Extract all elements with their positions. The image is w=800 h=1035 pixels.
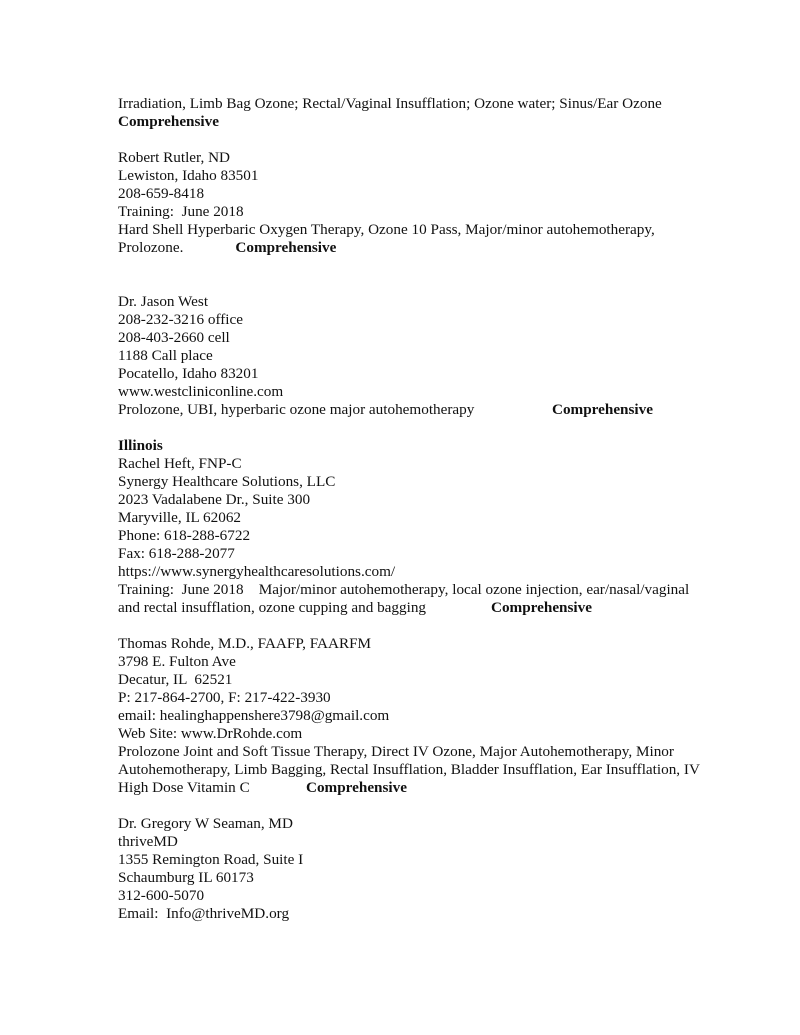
provider-street: 2023 Vadalabene Dr., Suite 300 (118, 491, 311, 508)
provider-email: Email: Info@thriveMD.org (118, 905, 290, 922)
intro-tag: Comprehensive (118, 113, 219, 130)
intro-services: Irradiation, Limb Bag Ozone; Rectal/Vaginal Insufflation; Ozone water; Sinus/Ear Ozone (118, 95, 662, 112)
provider-city: Pocatello, Idaho 83201 (118, 365, 259, 382)
provider-tag: Comprehensive (552, 401, 653, 418)
provider-services-cont: Autohemotherapy, Limb Bagging, Rectal Insufflation, Bladder Insufflation, Ear Insufflation, IV (118, 761, 700, 778)
provider-services: Hard Shell Hyperbaric Oxygen Therapy, Ozone 10 Pass, Major/minor autohemotherapy, (118, 221, 655, 238)
provider-rohde (118, 635, 718, 797)
provider-name: Robert Rutler, ND (118, 149, 231, 166)
provider-training-end: and rectal insufflation, ozone cupping and bagging (118, 599, 427, 616)
provider-training: Training: June 2018 Major/minor autohemotherapy, local ozone injection, ear/nasal/vaginal (118, 581, 690, 598)
provider-fax: Fax: 618-288-2077 (118, 545, 235, 562)
provider-services-cont (118, 239, 718, 257)
provider-website: Web Site: www.DrRohde.com (118, 725, 303, 742)
intro-block (118, 95, 718, 131)
provider-phone: 312-600-5070 (118, 887, 205, 904)
provider-phone-fax: P: 217-864-2700, F: 217-422-3930 (118, 689, 331, 706)
provider-street: 3798 E. Fulton Ave (118, 653, 236, 670)
provider-city: Decatur, IL 62521 (118, 671, 233, 688)
provider-office-phone: 208-232-3216 office (118, 311, 243, 328)
provider-services-end: High Dose Vitamin C (118, 779, 250, 796)
provider-training: Training: June 2018 (118, 203, 244, 220)
provider-name: Rachel Heft, FNP-C (118, 455, 242, 472)
provider-street: 1355 Remington Road, Suite I (118, 851, 304, 868)
provider-phone: 208-659-8418 (118, 185, 205, 202)
provider-city: Maryville, IL 62062 (118, 509, 242, 526)
provider-training-cont (118, 599, 718, 617)
provider-city: Schaumburg IL 60173 (118, 869, 254, 886)
provider-website: https://www.synergyhealthcaresolutions.com/ (118, 563, 396, 580)
provider-tag: Comprehensive (306, 779, 407, 796)
provider-services: Prolozone, UBI, hyperbaric ozone major autohemotherapy (118, 401, 475, 418)
provider-email: email: healinghappenshere3798@gmail.com (118, 707, 390, 724)
provider-name: Dr. Gregory W Seaman, MD (118, 815, 293, 832)
provider-tag: Comprehensive (491, 599, 592, 616)
provider-tag: Comprehensive (235, 239, 337, 256)
provider-company: Synergy Healthcare Solutions, LLC (118, 473, 336, 490)
state-heading-illinois: Illinois (118, 437, 163, 454)
provider-heft (118, 455, 718, 617)
provider-name: Dr. Jason West (118, 293, 209, 310)
provider-services-end: Prolozone. (118, 239, 184, 256)
page-content (118, 95, 718, 923)
provider-west (118, 293, 718, 419)
provider-rutler (118, 149, 718, 257)
provider-company: thriveMD (118, 833, 178, 850)
provider-services: Prolozone Joint and Soft Tissue Therapy, Direct IV Ozone, Major Autohemotherapy, Minor (118, 743, 674, 760)
provider-phone: Phone: 618-288-6722 (118, 527, 251, 544)
provider-services-line (118, 401, 718, 419)
provider-website: www.westcliniconline.com (118, 383, 284, 400)
provider-services-end-line (118, 779, 718, 797)
provider-name: Thomas Rohde, M.D., FAAFP, FAARFM (118, 635, 372, 652)
provider-seaman (118, 815, 718, 923)
provider-cell-phone: 208-403-2660 cell (118, 329, 230, 346)
provider-city: Lewiston, Idaho 83501 (118, 167, 259, 184)
provider-street: 1188 Call place (118, 347, 213, 364)
